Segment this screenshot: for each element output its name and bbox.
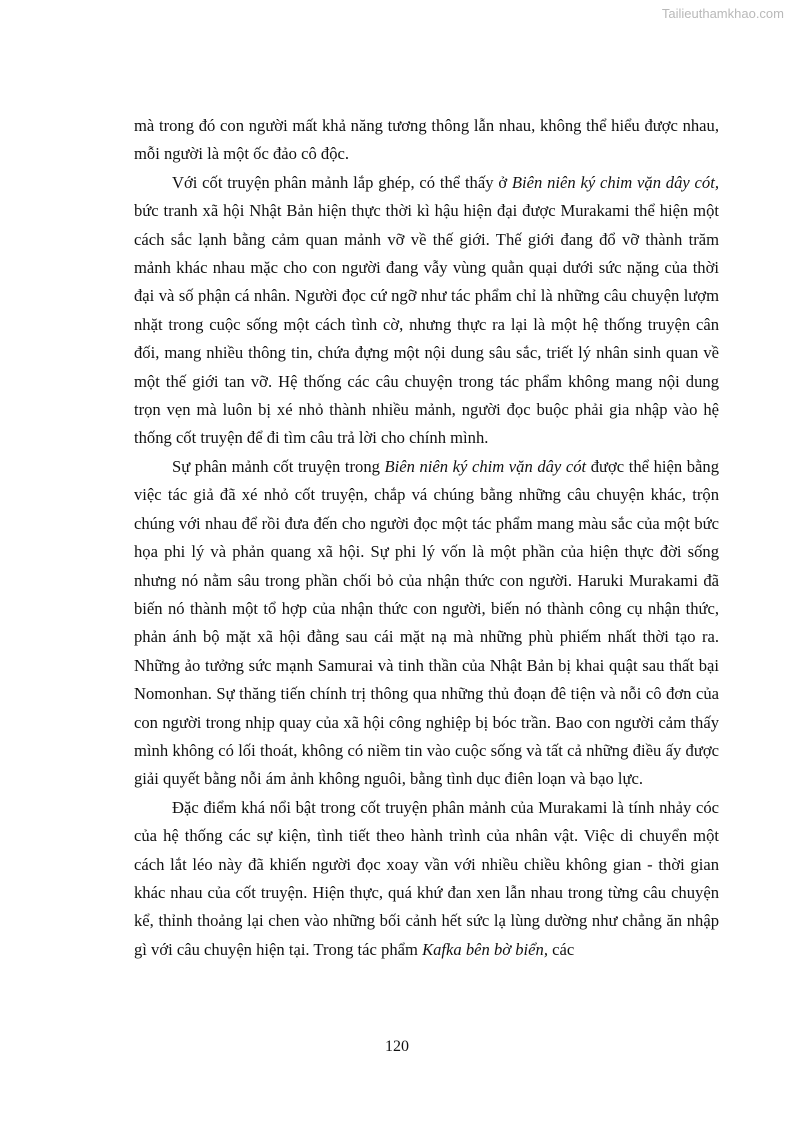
italic-title: Biên niên ký chim vặn dây cót bbox=[384, 456, 587, 476]
text-run: bức tranh xã hội Nhật Bản hiện thực thời kì hậu hiện đại được Murakami thể hiện một cách sắc lạnh bằng cảm quan mảnh vỡ về thế giới. Thế giới đang đổ vỡ thành trăm mảnh khác nhau mặc cho con người đang vẫy vùng quằn quại dưới sức nặng của thời đại và số phận cá nhân. Người đọc cứ ngỡ như tác phẩm chỉ là những câu chuyện lượm nhặt trong cuộc sống một cách tình cờ, nhưng thực ra lại là một hệ thống truyện cân đối, mang nhiều thông tin, chứa đựng một nội dung sâu sắc, triết lý nhân sinh quan về một thế giới tan vỡ. Hệ thống các câu chuyện trong tác phẩm không mang nội dung trọn vẹn mà luôn bị xé nhỏ thành nhiều mảnh, người đọc buộc phải gia nhập vào hệ thống cốt truyện để đi tìm câu trả lời cho chính mình. bbox=[134, 201, 719, 448]
paragraph bbox=[134, 794, 719, 964]
italic-title: Biên niên ký chim vặn dây cót, bbox=[511, 172, 719, 192]
paragraph bbox=[134, 169, 719, 453]
paragraph bbox=[134, 453, 719, 794]
page-body bbox=[134, 112, 719, 964]
text-run: được thể hiện bằng việc tác giả đã xé nhỏ cốt truyện, chắp vá chúng bằng những câu chuyện khác, trộn chúng với nhau để rồi đưa đến cho người đọc một tác phẩm mang màu sắc của một bức họa phi lý và phản quang xã hội. Sự phi lý vốn là một phần của hiện thực đời sống nhưng nó nằm sâu trong phần chối bỏ của nhận thức con người. Haruki Murakami đã biến nó thành một tổ hợp của nhận thức con người, biến nó thành công cụ nhận thức, phản ánh bộ mặt xã hội đằng sau cái mặt nạ mà những phù phiếm nhất thời tạo ra. Những ảo tưởng sức mạnh Samurai và tinh thần của Nhật Bản bị khai quật sau thất bại Nomonhan. Sự thăng tiến chính trị thông qua những thủ đoạn đê tiện và nỗi cô đơn của con người trong nhịp quay của xã hội công nghiệp bị bóc trần. Bao con người cảm thấy mình không có lối thoát, không có niềm tin vào cuộc sống và tất cả những điều ấy được giải quyết bằng nỗi ám ảnh không nguôi, bằng tình dục điên loạn và bạo lực. bbox=[134, 456, 720, 789]
text-run: mà trong đó con người mất khả năng tương thông lẫn nhau, không thể hiểu được nhau, mỗi người là một ốc đảo cô độc. bbox=[134, 116, 719, 164]
paragraph bbox=[134, 112, 719, 169]
text-run: Với cốt truyện phân mảnh lắp ghép, có thể thấy ở bbox=[172, 172, 512, 192]
text-run: Sự phân mảnh cốt truyện trong bbox=[172, 456, 385, 476]
text-run: các bbox=[547, 939, 575, 959]
text-run: Đặc điểm khá nổi bật trong cốt truyện phân mảnh của Murakami là tính nhảy cóc của hệ thống các sự kiện, tình tiết theo hành trình của nhân vật. Việc di chuyển một cách lắt léo này đã khiến người đọc xoay vần với nhiều chiều không gian - thời gian khác nhau của cốt truyện. Hiện thực, quá khứ đan xen lẫn nhau trong từng câu chuyện kể, thỉnh thoảng lại chen vào những bối cảnh hết sức lạ lùng dường như chẳng ăn nhập gì với câu chuyện hiện tại. Trong tác phẩm bbox=[134, 797, 719, 959]
page-number: 120 bbox=[385, 1038, 409, 1055]
watermark: Tailieuthamkhao.com bbox=[661, 6, 784, 21]
italic-title: Kafka bên bờ biển, bbox=[422, 939, 548, 959]
